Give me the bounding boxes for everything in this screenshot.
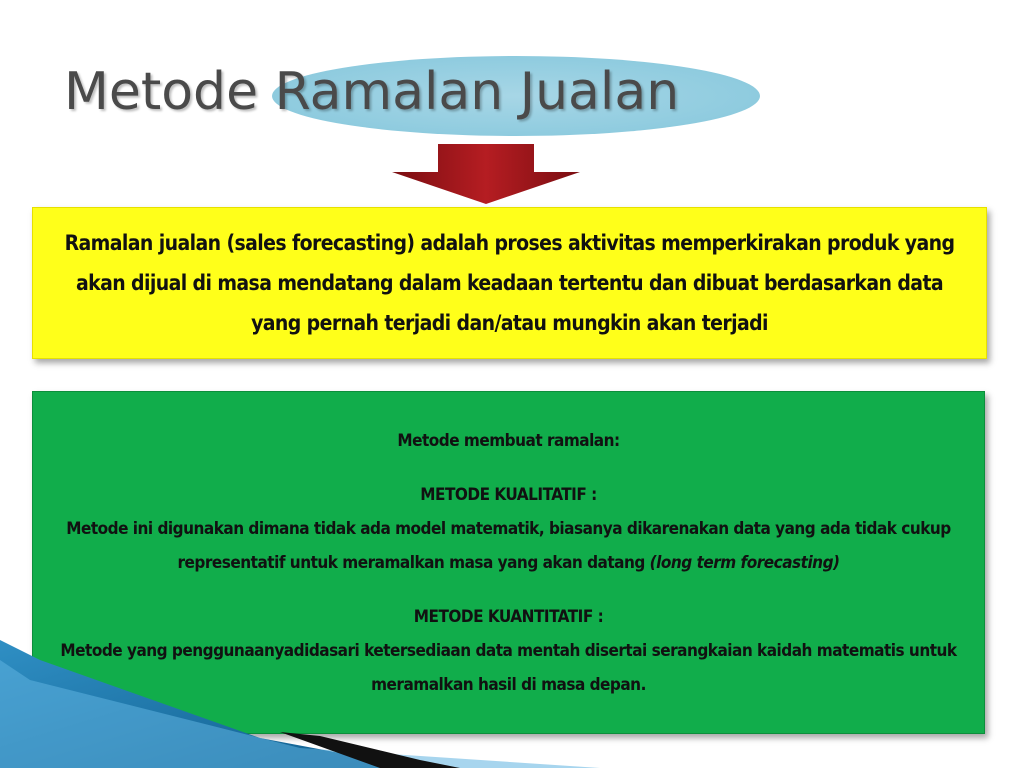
down-arrow-icon <box>392 144 580 204</box>
corner-swoosh-decoration <box>0 620 640 768</box>
qualitative-description <box>49 512 968 580</box>
quantitative-heading: METODE KUANTITATIF : <box>413 606 604 627</box>
qualitative-heading: METODE KUALITATIF : <box>420 484 597 505</box>
title-part-1: Metode <box>64 62 259 122</box>
quantitative-description: Metode yang penggunaanyadidasari ketersediaan data mentah disertai serangkaian kaidah matematis untuk meramalkan hasil di masa depan. <box>60 640 957 695</box>
methods-intro: Metode membuat ramalan: <box>397 430 620 451</box>
title-part-2: Ramalan Jualan <box>274 62 680 122</box>
definition-text: Ramalan jualan (sales forecasting) adalah proses aktivitas memperkirakan produk yang akan dijual di masa mendatang dalam keadaan tertentu dan dibuat berdasarkan data yang pernah terjadi dan/atau mungkin akan terjadi <box>64 231 955 335</box>
qualitative-description-text: Metode ini digunakan dimana tidak ada model matematik, biasanya dikarenakan data yang ada tidak cukup representatif untuk meramalkan masa yang akan datang <box>66 518 951 573</box>
definition-box <box>32 207 987 359</box>
slide-title <box>64 52 679 132</box>
qualitative-note: (long term forecasting) <box>649 552 840 573</box>
